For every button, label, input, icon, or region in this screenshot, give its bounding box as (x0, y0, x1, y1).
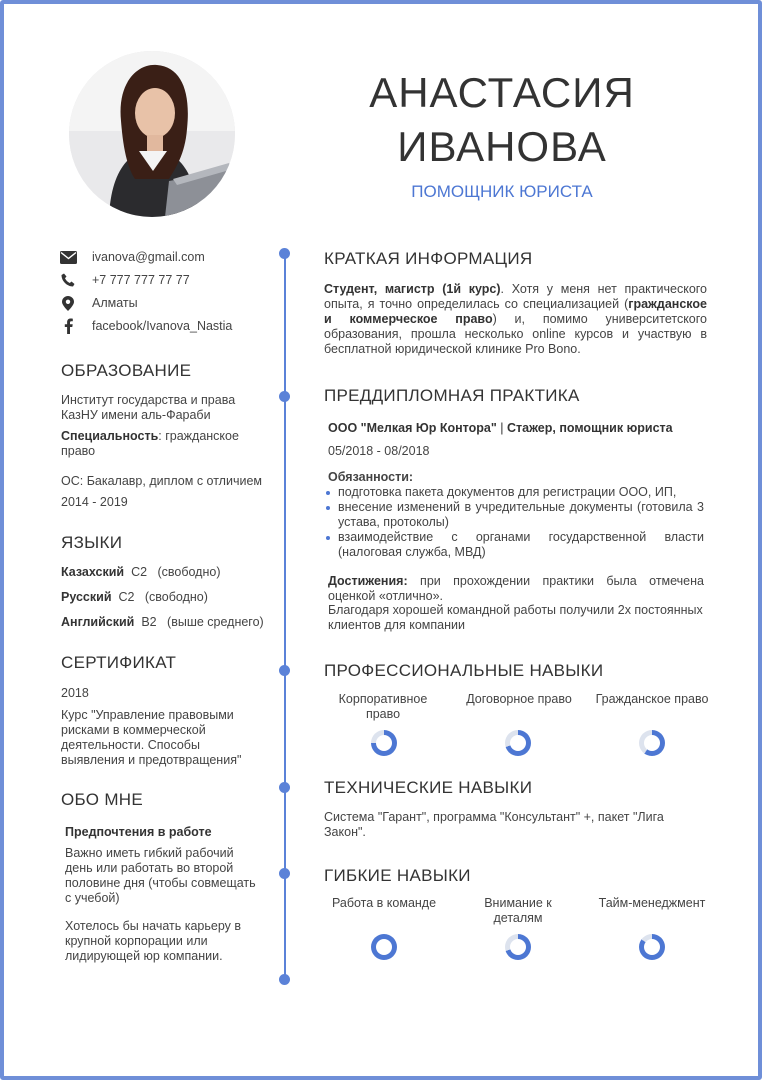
name-first: АНАСТАСИЯ (369, 69, 635, 116)
about-paragraph-2: Хотелось бы начать карьеру в крупной корпорации или лидирующей юр компании. (65, 919, 242, 963)
contact-email[interactable] (58, 249, 205, 265)
skill-level-ring (505, 934, 531, 960)
skill-level-ring (639, 934, 665, 960)
list-item: внесение изменений в учредительные документы (готовила 3 устава, протоколы) (324, 500, 704, 530)
certificate-text: Курс "Управление правовыми рисками в коммерческой деятельности. Способы выявления и предотвращения" (61, 708, 242, 767)
language-name: Английский (61, 615, 135, 629)
summary-title: КРАТКАЯ ИНФОРМАЦИЯ (324, 249, 533, 268)
skill-level-ring (371, 730, 397, 756)
language-note: (свободно) (144, 590, 208, 604)
skill-label: Гражданское право (595, 692, 709, 706)
education-specialty (61, 429, 266, 459)
timeline-dot (279, 868, 290, 879)
professional-skills-title: ПРОФЕССИОНАЛЬНЫЕ НАВЫКИ (324, 661, 604, 680)
contact-email-text: ivanova@gmail.com (92, 250, 205, 264)
practice-achievements-2: Благодаря хорошей командной работы получили 2х постоянных клиентов для компании (328, 603, 703, 632)
certificate-year: 2018 (61, 686, 89, 700)
contact-phone-text: +7 777 777 77 77 (92, 273, 190, 287)
language-item (61, 615, 266, 630)
specialty-value: : гражданское право (61, 429, 239, 458)
skill-label: Корпоративное право (338, 692, 428, 721)
certificate-title: СЕРТИФИКАТ (61, 653, 177, 672)
about-subtitle: Предпочтения в работе (65, 825, 212, 839)
education-degree: ОС: Бакалавр, диплом с отличием (61, 474, 262, 488)
language-name: Казахский (61, 565, 125, 579)
timeline-dot (279, 248, 290, 259)
contact-phone[interactable] (58, 272, 190, 288)
timeline-dot (279, 391, 290, 402)
summary-bold-2: гражданское и коммерческое право (324, 297, 707, 326)
skill-level-ring (371, 934, 397, 960)
education-institute: Институт государства и права КазНУ имени аль-Фараби (61, 393, 236, 422)
contact-location-text: Алматы (92, 296, 138, 310)
education-title: ОБРАЗОВАНИЕ (61, 361, 192, 380)
practice-duties-list (324, 485, 704, 560)
candidate-name (322, 66, 682, 174)
about-title: ОБО МНЕ (61, 790, 144, 809)
language-name: Русский (61, 590, 112, 604)
phone-icon (58, 272, 78, 288)
practice-duties-label: Обязанности: (328, 470, 414, 484)
language-level: В2 (141, 615, 157, 629)
about-paragraph-1: Важно иметь гибкий рабочий день или работать во второй половине дня (чтобы совмещать с учебой) (65, 846, 256, 905)
summary-text-1: . Хотя у меня нет практического опыта, я точно определилась со специализацией ( (324, 282, 708, 311)
language-note: (свободно) (157, 565, 221, 579)
practice-achievements (328, 574, 704, 604)
skill-label: Внимание к деталям (484, 896, 552, 925)
list-item: взаимодействие с органами государственной власти (налоговая служба, МВД) (324, 530, 704, 560)
location-icon (58, 295, 78, 311)
practice-dates: 05/2018 - 08/2018 (328, 444, 430, 458)
skill-label: Договорное право (466, 692, 572, 706)
facebook-icon (58, 318, 78, 334)
contact-facebook-text: facebook/Ivanova_Nastia (92, 319, 233, 333)
achievements-text: при прохождении практики была отмечена оценкой «отлично». (328, 574, 704, 603)
skill-level-ring (505, 730, 531, 756)
language-item (61, 590, 266, 605)
practice-header: ООО "Мелкая Юр Контора" | Стажер, помощник юриста (328, 421, 673, 435)
language-level: С2 (118, 590, 135, 604)
practice-title: ПРЕДДИПЛОМНАЯ ПРАКТИКА (324, 386, 580, 405)
timeline-dot (279, 782, 290, 793)
practice-company: ООО "Мелкая Юр Контора" (328, 421, 497, 435)
skill-label: Тайм-менеджмент (598, 896, 706, 910)
language-item (61, 565, 266, 580)
practice-position: Стажер, помощник юриста (507, 421, 673, 435)
skill-level-ring (639, 730, 665, 756)
mail-icon (58, 249, 78, 265)
soft-skills-title: ГИБКИЕ НАВЫКИ (324, 866, 471, 885)
timeline-dot (279, 974, 290, 985)
specialty-label: Специальность (61, 429, 159, 443)
summary-text-2: ) и, помимо университетского образования, прошла несколько online курсов и участвую в бесплатной юридической клинике Pro Bono. (324, 312, 707, 356)
technical-skills-text: Система "Гарант", программа "Консультант" +, пакет "Лига Закон". (324, 810, 664, 839)
language-level: С2 (131, 565, 148, 579)
education-years: 2014 - 2019 (61, 495, 128, 509)
timeline-dot (279, 665, 290, 676)
summary-bold-1: Студент, магистр (1й курс) (324, 282, 501, 296)
list-item: подготовка пакета документов для регистрации ООО, ИП, (324, 485, 704, 500)
summary-text (324, 282, 707, 357)
language-note: (выше среднего) (167, 615, 264, 629)
contact-facebook[interactable] (58, 318, 232, 334)
name-last: ИВАНОВА (397, 123, 607, 170)
contact-location (58, 295, 138, 311)
achievements-label: Достижения: (328, 574, 408, 588)
profile-photo (69, 51, 235, 217)
languages-title: ЯЗЫКИ (61, 533, 123, 552)
skill-label: Работа в команде (331, 896, 437, 910)
technical-skills-title: ТЕХНИЧЕСКИЕ НАВЫКИ (324, 778, 533, 797)
job-title: ПОМОЩНИК ЮРИСТА (411, 182, 593, 201)
